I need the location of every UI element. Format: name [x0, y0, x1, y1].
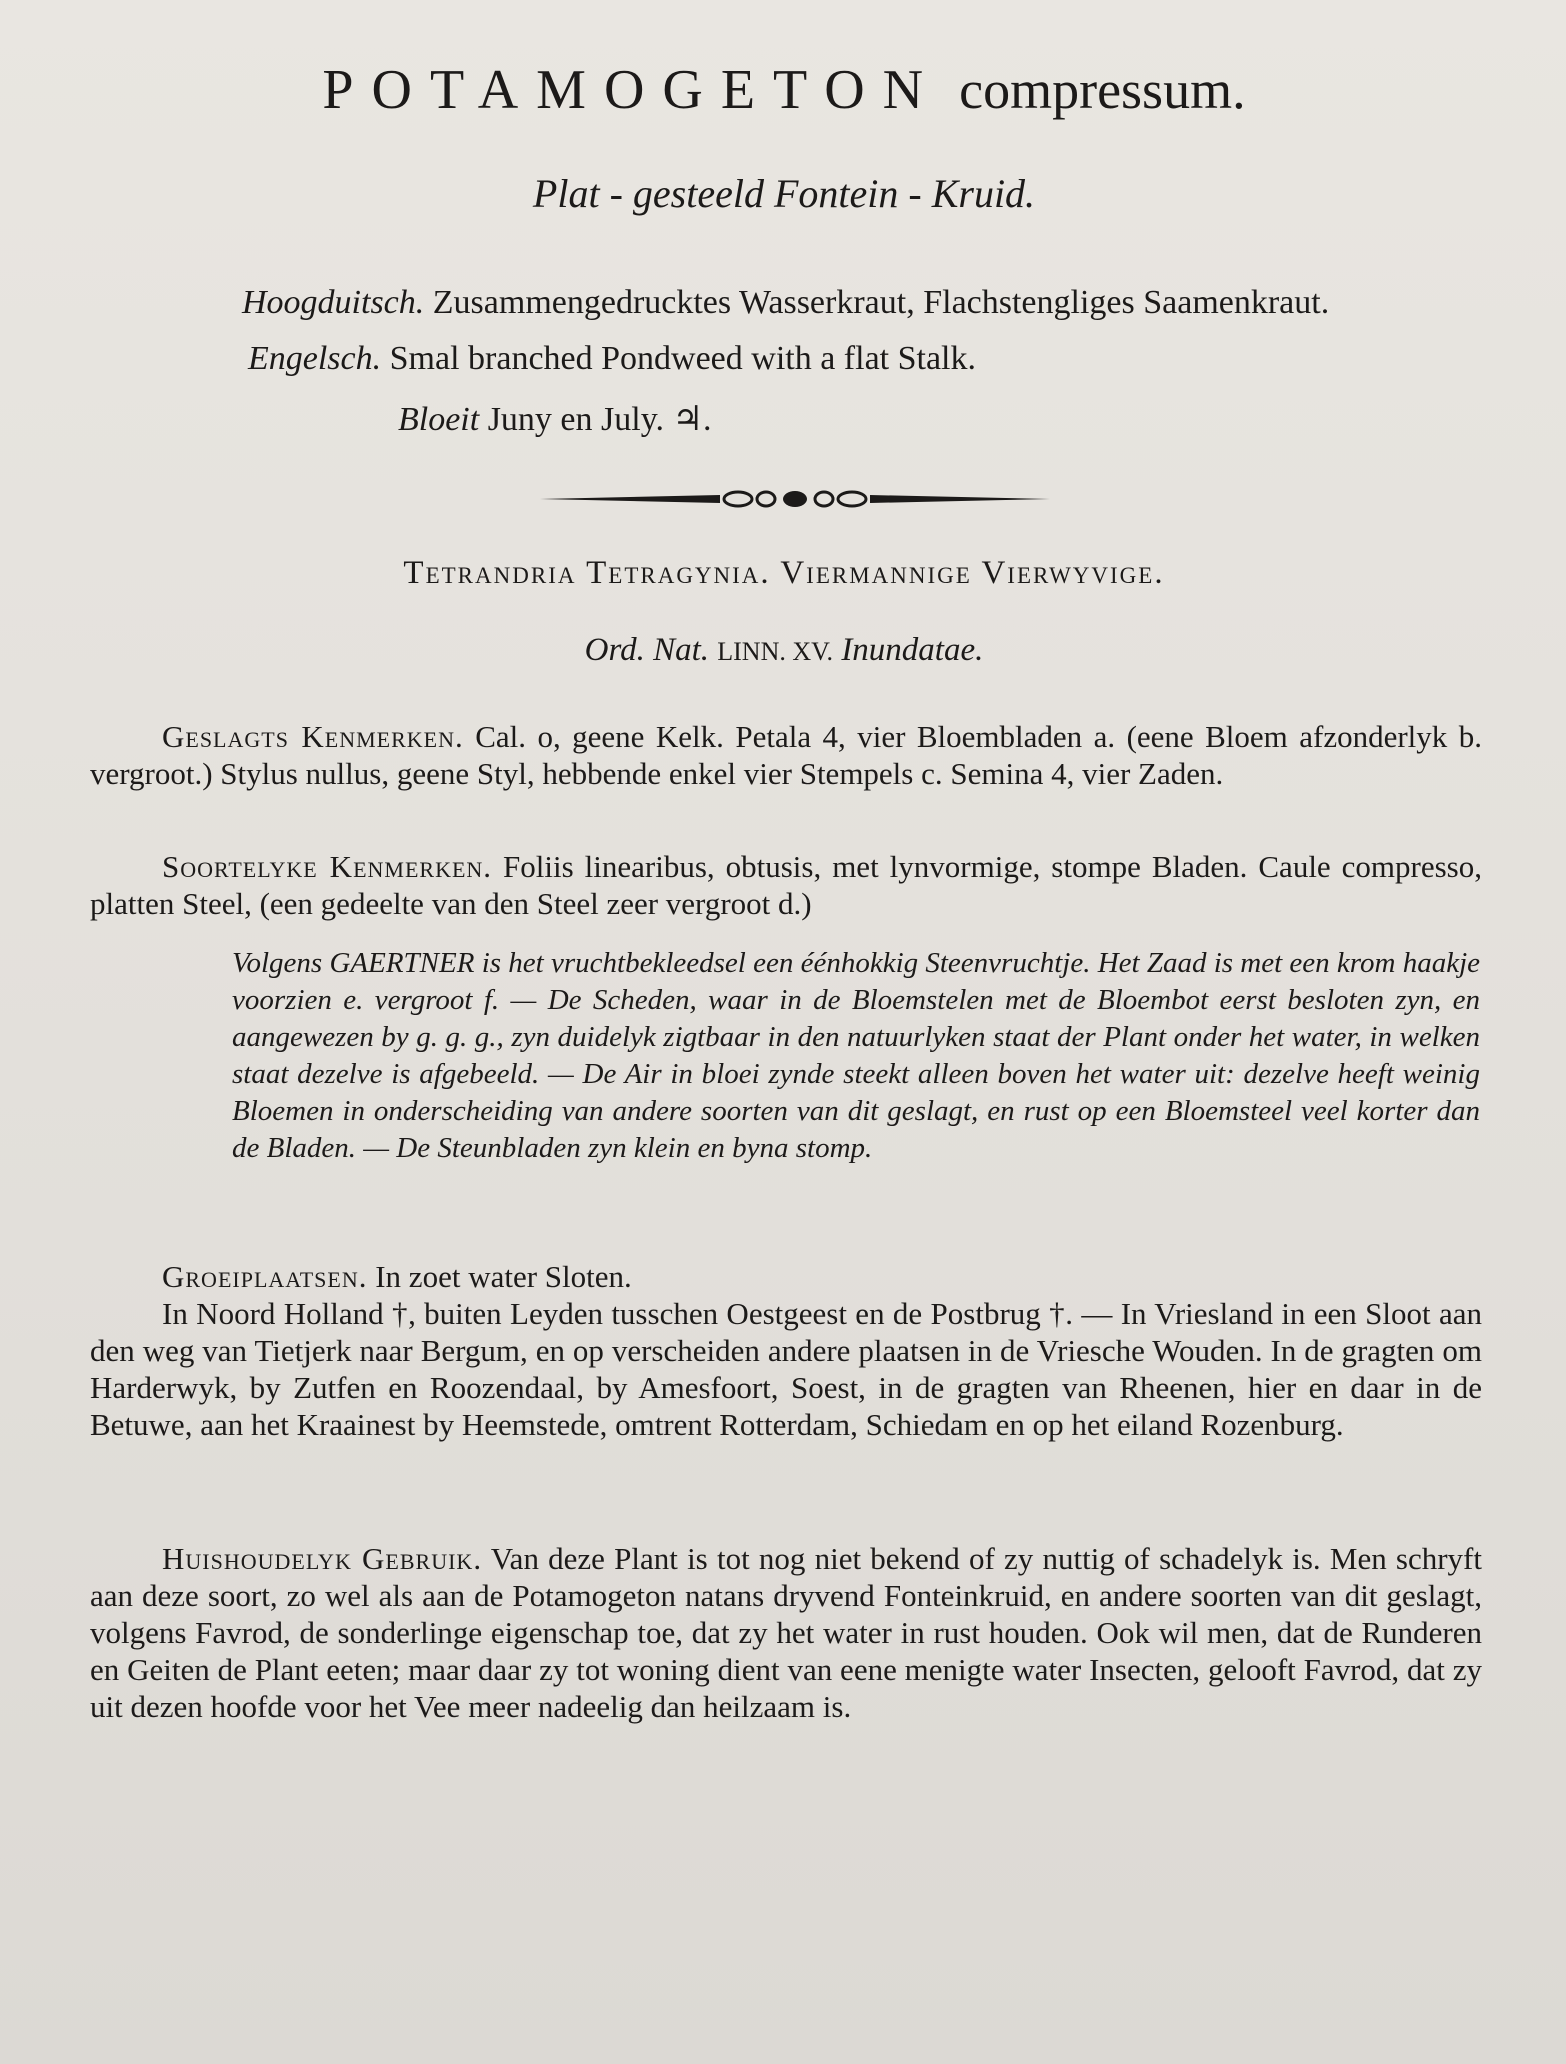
bloom-line — [398, 392, 1566, 448]
genus-characteristics-heading: Geslagts Kenmerken. — [162, 719, 464, 754]
species-characteristics — [90, 848, 1482, 922]
habitats — [90, 1258, 1482, 1443]
habitats-heading: Groeiplaatsen. — [162, 1259, 368, 1294]
german-label: Hoogduitsch. — [242, 284, 425, 321]
order-name: Inundatae. — [841, 632, 984, 668]
english-name: Smal branched Pondweed with a flat Stalk. — [389, 340, 977, 377]
species-name: compressum. — [959, 60, 1246, 120]
bloom-text: Juny en July. ♃. — [487, 401, 712, 438]
dutch-name: Plat - gesteeld Fontein - Kruid. — [532, 171, 1036, 216]
classification: Tetrandria Tetragynia. Viermannige Vierwyvige. — [403, 555, 1165, 591]
english-label: Engelsch. — [248, 340, 382, 377]
household-use — [90, 1540, 1482, 1725]
habitats-intro: In zoet water Sloten. — [375, 1259, 632, 1294]
genus-characteristics-text: Cal. o, geene Kelk. Petala 4, vier Bloembladen a. (eene Bloem afzonderlyk b. vergroot.) Stylus nullus, geene Styl, hebbende enkel vier Stempels c. Semina 4, vier Zaden. — [90, 719, 1482, 791]
natural-order — [88, 632, 1480, 669]
gaertner-note: Volgens GAERTNER is het vruchtbekleedsel een éénhokkig Steenvruchtje. Het Zaad is met een krom haakje voorzien e. vergroot f. — De Scheden, waar in de Bloemstelen met de Bloembot eerst besloten zyn, en aangewezen by g. g. g., zyn duidelyk zigtbaar in den natuurlyken staat der Plant onder het water, in welken staat dezelve is afgebeeld. — De Air in bloei zynde steekt alleen boven het water uit: dezelve heeft weinig Bloemen in onderscheiding van andere soorten van dit geslagt, en rust op een Bloemsteel veel korter dan de Bladen. — De Steunbladen zyn klein en byna stomp. — [232, 947, 1480, 1164]
order-prefix: Ord. Nat. — [584, 632, 710, 668]
household-use-text: Van deze Plant is tot nog niet bekend of zy nuttig of schadelyk is. Men schryft aan deze soort, zo wel als aan de Potamogeton natans dryvend Fonteinkruid, en andere soorten van dit geslagt, volgens Favrod, de sonderlinge eigenschap toe, dat zy het water in rust houden. Ook wil men, dat de Runderen en Geiten de Plant eeten; maar daar zy tot woning dient van eene menigte water Insecten, gelooft Favrod, dat zy uit dezen hoofde voor het Vee meer nadeelig dan heilzaam is. — [90, 1541, 1482, 1724]
bloom-label: Bloeit — [398, 401, 480, 438]
habitats-text: In Noord Holland †, buiten Leyden tusschen Oestgeest en de Postbrug †. — In Vriesland in een Sloot aan den weg van Tietjerk naar Bergum, en op verscheiden andere plaatsen in de Vriesche Wouden. In de gragten om Harderwyk, by Zutfen en Roozendaal, by Amesfoort, Soest, in de gragten van Rheenen, hier en daar in de Betuwe, aan het Kraainest by Heemstede, omtrent Rotterdam, Schiedam en op het eiland Rozenburg. — [90, 1296, 1482, 1442]
genus-name: POTAMOGETON — [322, 59, 942, 121]
german-name: Zusammengedrucktes Wasserkraut, Flachstengliges Saamenkraut. — [432, 284, 1330, 321]
ornament-divider — [540, 486, 1050, 512]
household-use-heading: Huishoudelyk Gebruik. — [162, 1541, 483, 1576]
english-name-line — [248, 331, 1448, 387]
page-title — [88, 58, 1480, 122]
species-characteristics-heading: Soortelyke Kenmerken. — [162, 849, 493, 884]
german-name-line — [242, 275, 1442, 331]
species-characteristics-text: Foliis linearibus, obtusis, met lynvormige, stompe Bladen. Caule compresso, platten Steel, (een gedeelte van den Steel zeer vergroot d.) — [90, 849, 1482, 921]
genus-characteristics — [90, 718, 1482, 792]
order-linn: LINN. XV. — [717, 637, 834, 666]
